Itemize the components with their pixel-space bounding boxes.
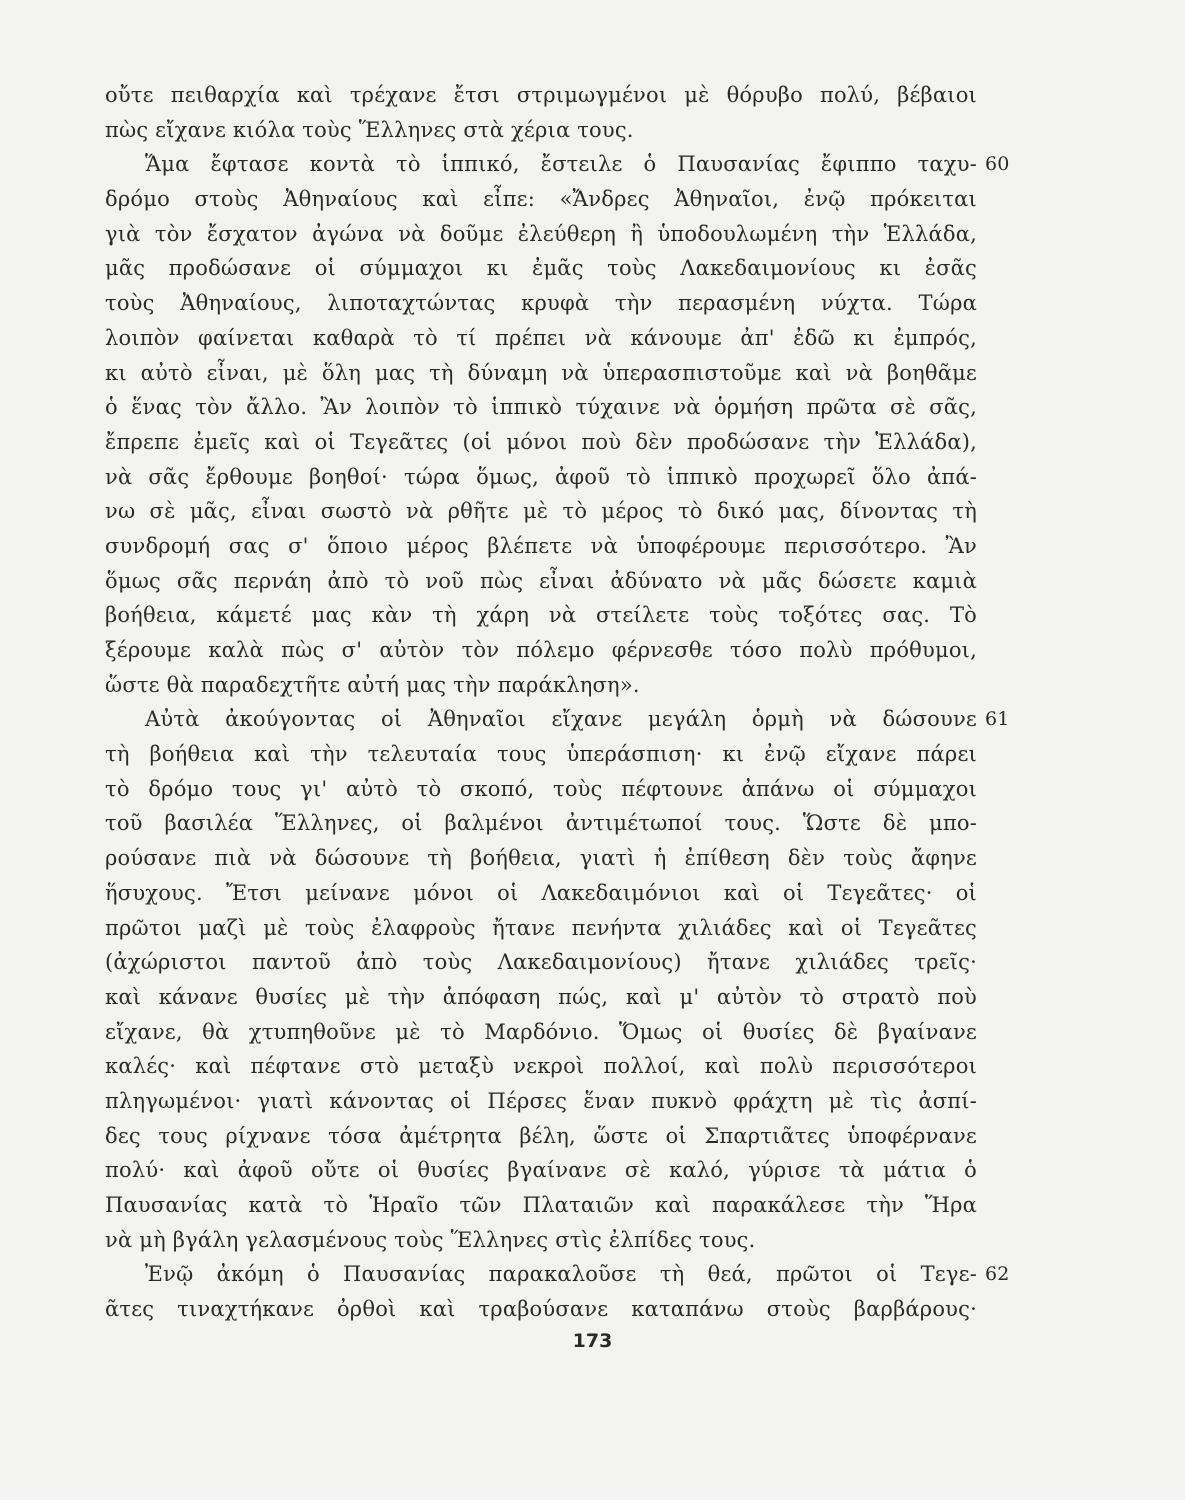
text-line: [105, 356, 977, 391]
text-line-content: τοῦ βασιλέα Ἕλληνες, οἱ βαλμένοι ἀντιμέτωποί τους. Ὥστε δὲ μπο-: [105, 811, 977, 836]
text-line-content: πὼς εἴχανε κιόλα τοὺς Ἕλληνες στὰ χέρια τους.: [105, 117, 634, 142]
text-line-content: νω σὲ μᾶς, εἶναι σωστὸ νὰ ρθῆτε μὲ τὸ μέρος τὸ δικό μας, δίνοντας τὴ: [105, 499, 977, 524]
text-line: [105, 460, 977, 495]
text-line-content: κι αὐτὸ εἶναι, μὲ ὅλη μας τὴ δύναμη νὰ ὑπερασπιστοῦμε καὶ νὰ βοηθᾶμε: [105, 360, 977, 385]
text-line: [105, 1049, 977, 1084]
text-line-content: λοιπὸν φαίνεται καθαρὰ τὸ τί πρέπει νὰ κάνουμε ἀπ' ἐδῶ κι ἐμπρός,: [105, 325, 977, 350]
text-line-content: ἥσυχους. Ἔτσι μείνανε μόνοι οἱ Λακεδαιμόνιοι καὶ οἱ Τεγεᾶτες· οἱ: [105, 880, 977, 905]
text-line: [105, 702, 1010, 737]
text-line: [105, 217, 977, 252]
text-line: [105, 494, 977, 529]
text-line: [105, 737, 977, 772]
text-line-content: βοήθεια, κάμετέ μας κὰν τὴ χάρη νὰ στείλετε τοὺς τοξότες σας. Τὸ: [105, 603, 977, 628]
text-line: [105, 113, 977, 148]
text-line-content: τὸ δρόμο τους γι' αὐτὸ τὸ σκοπό, τοὺς πέφτουνε ἀπάνω οἱ σύμμαχοι: [105, 776, 977, 801]
text-line: [105, 980, 977, 1015]
text-line: [105, 806, 977, 841]
text-line: [105, 1223, 977, 1258]
text-line: [105, 1257, 1010, 1292]
text-line-content: Αὐτὰ ἀκούγοντας οἱ Ἀθηναῖοι εἴχανε μεγάλη ὁρμὴ νὰ δώσουνε: [145, 707, 977, 732]
text-line-content: μᾶς προδώσανε οἱ σύμμαχοι κι ἐμᾶς τοὺς Λακεδαιμονίους κι ἐσᾶς: [105, 256, 977, 281]
text-line-content: τὴ βοήθεια καὶ τὴν τελευταία τους ὑπεράσπιση· κι ἐνῷ εἴχανε πάρει: [105, 742, 977, 767]
text-line: [105, 78, 977, 113]
text-line: [105, 425, 977, 460]
chapter-number: 62: [985, 1263, 1010, 1286]
text-line-content: πρῶτοι μαζὶ μὲ τοὺς ἐλαφροὺς ἤτανε πενήντα χιλιάδες καὶ οἱ Τεγεᾶτες: [105, 915, 977, 940]
text-line-content: (ἀχώριστοι παντοῦ ἀπὸ τοὺς Λακεδαιμονίους) ἤτανε χιλιάδες τρεῖς·: [105, 950, 977, 975]
text-line: [105, 1292, 977, 1327]
text-line-content: οὔτε πειθαρχία καὶ τρέχανε ἔτσι στριμωγμένοι μὲ θόρυβο πολύ, βέβαιοι: [105, 83, 977, 107]
text-line-content: ξέρουμε καλὰ πὼς σ' αὐτὸν τὸν πόλεμο φέρνεσθε τόσο πολὺ πρόθυμοι,: [105, 638, 977, 662]
text-line: [105, 564, 977, 599]
text-line-content: νὰ σᾶς ἔρθουμε βοηθοί· τώρα ὅμως, ἀφοῦ τὸ ἱππικὸ προχωρεῖ ὅλο ἀπά-: [105, 464, 977, 489]
text-line: [105, 529, 977, 564]
text-line: [105, 841, 977, 876]
page-number: 173: [572, 1330, 613, 1352]
text-line: [105, 390, 977, 425]
chapter-number: 61: [985, 708, 1010, 731]
text-line: [105, 772, 977, 807]
text-line: [105, 633, 977, 668]
text-line-content: τοὺς Ἀθηναίους, λιποταχτώντας κρυφὰ τὴν περασμένη νύχτα. Τώρα: [105, 291, 977, 316]
text-line-content: Ἐνῷ ἀκόμη ὁ Παυσανίας παρακαλοῦσε τὴ θεά, πρῶτοι οἱ Τεγε-: [145, 1262, 977, 1287]
text-line-content: πληγωμένοι· γιατὶ κάνοντας οἱ Πέρσες ἕναν πυκνὸ φράχτη μὲ τὶς ἀσπί-: [105, 1088, 977, 1113]
text-line-content: ὥστε θὰ παραδεχτῆτε αὐτή μας τὴν παράκληση».: [105, 672, 640, 697]
text-line-content: δρόμο στοὺς Ἀθηναίους καὶ εἶπε: «Ἄνδρες Ἀθηναῖοι, ἐνῷ πρόκειται: [105, 187, 977, 212]
text-line: [105, 668, 977, 703]
text-line: [105, 876, 977, 911]
text-line: [105, 1084, 977, 1119]
text-line-content: πολύ· καὶ ἀφοῦ οὔτε οἱ θυσίες βγαίνανε σὲ καλό, γύρισε τὰ μάτια ὁ: [105, 1158, 977, 1183]
chapter-number: 60: [985, 153, 1010, 176]
text-line-content: γιὰ τὸν ἔσχατον ἀγώνα νὰ δοῦμε ἐλεύθερη ἢ ὑποδουλωμένη τὴν Ἑλλάδα,: [105, 221, 977, 246]
text-line: [105, 251, 977, 286]
text-line-content: Παυσανίας κατὰ τὸ Ἡραῖο τῶν Πλαταιῶν καὶ παρακάλεσε τὴν Ἥρα: [105, 1193, 977, 1217]
text-line: [105, 321, 977, 356]
text-line: [105, 911, 977, 946]
text-line-content: καλές· καὶ πέφτανε στὸ μεταξὺ νεκροὶ πολλοί, καὶ πολὺ περισσότεροι: [105, 1054, 977, 1079]
text-line: [105, 147, 1010, 182]
text-line-content: συνδρομή σας σ' ὅποιο μέρος βλέπετε νὰ ὑποφέρουμε περισσότερο. Ἂν: [105, 533, 977, 558]
text-line-content: ἔπρεπε ἐμεῖς καὶ οἱ Τεγεᾶτες (οἱ μόνοι ποὺ δὲν προδώσανε τὴν Ἑλλάδα),: [105, 429, 977, 454]
text-line-content: εἴχανε, θὰ χτυπηθοῦνε μὲ τὸ Μαρδόνιο. Ὅμως οἱ θυσίες δὲ βγαίνανε: [105, 1019, 977, 1044]
text-line: [105, 1015, 977, 1050]
text-line-content: Ἅμα ἔφτασε κοντὰ τὸ ἱππικό, ἔστειλε ὁ Παυσανίας ἔφιππο ταχυ-: [145, 152, 977, 177]
text-line-content: ρούσανε πιὰ νὰ δώσουνε τὴ βοήθεια, γιατὶ ἡ ἐπίθεση δὲν τοὺς ἄφηνε: [105, 846, 977, 871]
text-line: [105, 945, 977, 980]
text-line: [105, 286, 977, 321]
text-line-content: ὅμως σᾶς περνάη ἀπὸ τὸ νοῦ πὼς εἶναι ἀδύνατο νὰ μᾶς δώσετε καμιὰ: [105, 568, 977, 593]
text-line: [105, 598, 977, 633]
text-line-content: ὁ ἕνας τὸν ἄλλο. Ἂν λοιπὸν τὸ ἱππικὸ τύχαινε νὰ ὁρμήση πρῶτα σὲ σᾶς,: [105, 395, 977, 420]
text-line-content: δες τους ρίχνανε τόσα ἀμέτρητα βέλη, ὥστε οἱ Σπαρτιᾶτες ὑποφέρνανε: [105, 1123, 977, 1148]
body-text: [105, 78, 1010, 1327]
text-line-content: ᾶτες τιναχτήκανε ὀρθοὶ καὶ τραβούσανε καταπάνω στοὺς βαρβάρους·: [105, 1297, 977, 1322]
text-line: [105, 1153, 977, 1188]
text-line: [105, 1188, 977, 1223]
text-line-content: νὰ μὴ βγάλη γελασμένους τοὺς Ἕλληνες στὶς ἐλπίδες τους.: [105, 1227, 756, 1252]
text-line-content: καὶ κάνανε θυσίες μὲ τὴν ἀπόφαση πώς, καὶ μ' αὐτὸν τὸ στρατὸ ποὺ: [105, 984, 977, 1009]
text-line: [105, 182, 977, 217]
text-line: [105, 1119, 977, 1154]
